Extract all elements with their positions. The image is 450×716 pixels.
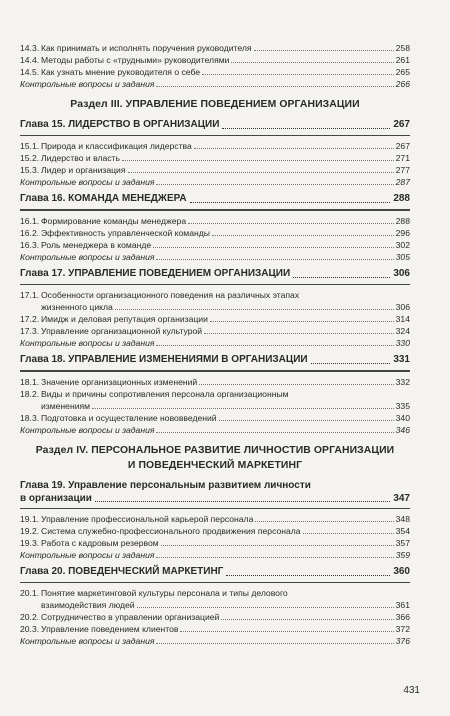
entry-page: 302: [395, 239, 410, 250]
section-heading: [20, 443, 410, 473]
chapter-page: 267: [393, 119, 410, 130]
toc-entry: [20, 140, 410, 152]
entry-page: 346: [395, 424, 410, 435]
chapter-title: Глава 20. ПОВЕДЕНЧЕСКИЙ МАРКЕТИНГ: [20, 565, 224, 577]
table-of-contents: [20, 42, 410, 647]
divider: [20, 135, 410, 136]
toc-entry: [20, 611, 410, 623]
toc-entry: [20, 164, 410, 176]
entry-page: 340: [395, 412, 410, 423]
section-heading: Раздел III. УПРАВЛЕНИЕ ПОВЕДЕНИЕМ ОРГАНИЗАЦИИ: [70, 99, 360, 110]
toc-group-14: [20, 42, 410, 90]
toc-entry: [20, 376, 410, 388]
chapter-title: Глава 18. УПРАВЛЕНИЕ ИЗМЕНЕНИЯМИ В ОРГАНИЗАЦИИ: [20, 354, 308, 366]
entry-number: 17.2.: [20, 314, 40, 325]
entry-title-cont: взаимодействия людей: [41, 600, 135, 611]
entry-page: 277: [395, 165, 410, 176]
entry-page: 354: [395, 525, 410, 536]
chapter-title-cont: в организации: [20, 492, 92, 504]
entry-number: 20.1.: [20, 588, 40, 599]
entry-title: Лидерство и власть: [41, 153, 120, 164]
entry-title: Контрольные вопросы и задания: [20, 338, 155, 349]
section-heading-line2: И ПОВЕДЕНЧЕСКИЙ МАРКЕТИНГ: [127, 459, 303, 471]
toc-entry: [20, 623, 410, 635]
toc-entry: [20, 325, 410, 337]
entry-title: Роль менеджера в команде: [41, 239, 152, 250]
entry-page: 267: [395, 141, 410, 152]
toc-entry: [20, 313, 410, 325]
toc-entry: [20, 513, 410, 525]
entry-title: Имидж и деловая репутация организации: [41, 314, 208, 325]
divider: [20, 582, 410, 583]
toc-entry: [20, 388, 410, 412]
divider: [20, 508, 410, 509]
entry-title: Виды и причины сопротивления персонала организационным: [41, 388, 289, 399]
chapter-heading: [20, 118, 410, 132]
page-number: 431: [403, 685, 420, 696]
chapter-page: 306: [393, 267, 410, 279]
chapter-title: Глава 17. УПРАВЛЕНИЕ ПОВЕДЕНИЕМ ОРГАНИЗАЦИИ: [20, 267, 291, 279]
entry-number: 16.3.: [20, 239, 40, 250]
entry-page: 261: [395, 55, 410, 65]
toc-entry: [20, 289, 410, 313]
entry-page: 330: [395, 338, 410, 349]
entry-number: 18.1.: [20, 376, 40, 387]
entry-title: Контрольные вопросы и задания: [20, 177, 155, 188]
entry-page: 266: [395, 79, 410, 89]
chapter-heading: [20, 479, 410, 505]
chapter-page: 347: [393, 492, 410, 504]
chapter-page: 288: [393, 193, 410, 205]
entry-title: Понятие маркетинговой культуры персонала и типы делового: [41, 588, 288, 599]
chapter-title: Глава 15. ЛИДЕРСТВО В ОРГАНИЗАЦИИ: [20, 119, 220, 130]
entry-number: 14.5.: [20, 67, 40, 77]
toc-entry: [20, 152, 410, 164]
entry-title: Формирование команды менеджера: [41, 215, 187, 226]
entry-number: 15.2.: [20, 153, 40, 164]
entry-number: 17.1.: [20, 290, 40, 301]
toc-entry-questions: [20, 635, 410, 647]
entry-page: 359: [395, 549, 410, 560]
entry-title: Методы работы с «трудными» руководителями: [41, 55, 230, 65]
divider: [20, 284, 410, 285]
entry-page: 305: [395, 251, 410, 262]
toc-entry-questions: [20, 78, 410, 90]
toc-entry-questions: [20, 337, 410, 349]
entry-number: 18.2.: [20, 388, 40, 399]
entry-title-cont: изменениям: [41, 400, 91, 411]
entry-page: 265: [395, 67, 410, 77]
toc-entry-questions: [20, 176, 410, 188]
entry-page: 314: [395, 314, 410, 325]
entry-title: Эффективность управленческой команды: [41, 227, 210, 238]
toc-entry: [20, 54, 410, 66]
toc-entry: [20, 66, 410, 78]
entry-title: Управление организационной культурой: [41, 326, 203, 337]
entry-page: 376: [395, 636, 410, 647]
chapter-heading: [20, 267, 410, 281]
toc-entry-questions: [20, 424, 410, 436]
entry-page: 324: [395, 326, 410, 337]
entry-page: 287: [395, 177, 410, 188]
entry-number: 17.3.: [20, 326, 40, 337]
entry-title: Система служебно-профессионального продвижения персонала: [41, 525, 301, 536]
entry-title: Сотрудничество в управлении организацией: [41, 612, 220, 623]
chapter-title: Глава 19. Управление персональным развитием личности: [20, 479, 311, 491]
entry-page: 258: [395, 43, 410, 53]
toc-entry: [20, 525, 410, 537]
entry-title: Как узнать мнение руководителя о себе: [41, 67, 201, 77]
entry-page: 296: [395, 227, 410, 238]
entry-number: 14.3.: [20, 43, 40, 53]
divider: [20, 209, 410, 210]
toc-entry-questions: [20, 549, 410, 561]
entry-page: 357: [395, 537, 410, 548]
entry-number: 15.1.: [20, 141, 40, 152]
chapter-page: 331: [393, 354, 410, 366]
section-heading-line1: Раздел IV. ПЕРСОНАЛЬНОЕ РАЗВИТИЕ ЛИЧНОСТИВ ОРГАНИЗАЦИИ: [35, 444, 395, 456]
toc-entry: [20, 239, 410, 251]
chapter-heading: [20, 192, 410, 206]
entry-number: 20.2.: [20, 612, 40, 623]
toc-entry: [20, 227, 410, 239]
entry-number: 20.3.: [20, 624, 40, 635]
entry-title: Природа и классификация лидерства: [41, 141, 192, 152]
toc-entry: [20, 42, 410, 54]
entry-page: 372: [395, 624, 410, 635]
entry-title: Контрольные вопросы и задания: [20, 424, 155, 435]
entry-title: Контрольные вопросы и задания: [20, 636, 155, 647]
entry-page: 306: [395, 302, 410, 313]
entry-title: Контрольные вопросы и задания: [20, 79, 155, 89]
entry-title: Работа с кадровым резервом: [41, 537, 159, 548]
toc-entry: [20, 412, 410, 424]
entry-number: 19.2.: [20, 525, 40, 536]
entry-title: Как принимать и исполнять поручения руководителя: [41, 43, 252, 53]
toc-entry: [20, 215, 410, 227]
entry-title: Подготовка и осуществление нововведений: [41, 412, 217, 423]
entry-title: Контрольные вопросы и задания: [20, 251, 155, 262]
entry-title: Управление профессиональной карьерой персонала: [41, 513, 254, 524]
entry-page: 271: [395, 153, 410, 164]
entry-title: Значение организационных изменений: [41, 376, 198, 387]
entry-page: 288: [395, 215, 410, 226]
entry-number: 16.2.: [20, 227, 40, 238]
toc-entry: [20, 537, 410, 549]
entry-page: 335: [395, 400, 410, 411]
entry-page: 332: [395, 376, 410, 387]
chapter-heading: [20, 565, 410, 579]
entry-page: 348: [395, 513, 410, 524]
entry-page: 366: [395, 612, 410, 623]
entry-number: 18.3.: [20, 412, 40, 423]
entry-title: Лидер и организация: [41, 165, 126, 176]
toc-entry-questions: [20, 251, 410, 263]
entry-title: Управление поведением клиентов: [41, 624, 179, 635]
chapter-heading: [20, 353, 410, 367]
toc-entry: [20, 587, 410, 611]
entry-number: 19.3.: [20, 537, 40, 548]
entry-number: 15.3.: [20, 165, 40, 176]
entry-title-cont: жизненного цикла: [41, 302, 113, 313]
entry-title: Контрольные вопросы и задания: [20, 549, 155, 560]
chapter-page: 360: [393, 565, 410, 577]
entry-number: 19.1.: [20, 513, 40, 524]
chapter-title: Глава 16. КОМАНДА МЕНЕДЖЕРА: [20, 193, 187, 205]
divider: [20, 370, 410, 371]
entry-page: 361: [395, 600, 410, 611]
entry-number: 14.4.: [20, 55, 40, 65]
entry-number: 16.1.: [20, 215, 40, 226]
entry-title: Особенности организационного поведения на различных этапах: [41, 290, 300, 301]
